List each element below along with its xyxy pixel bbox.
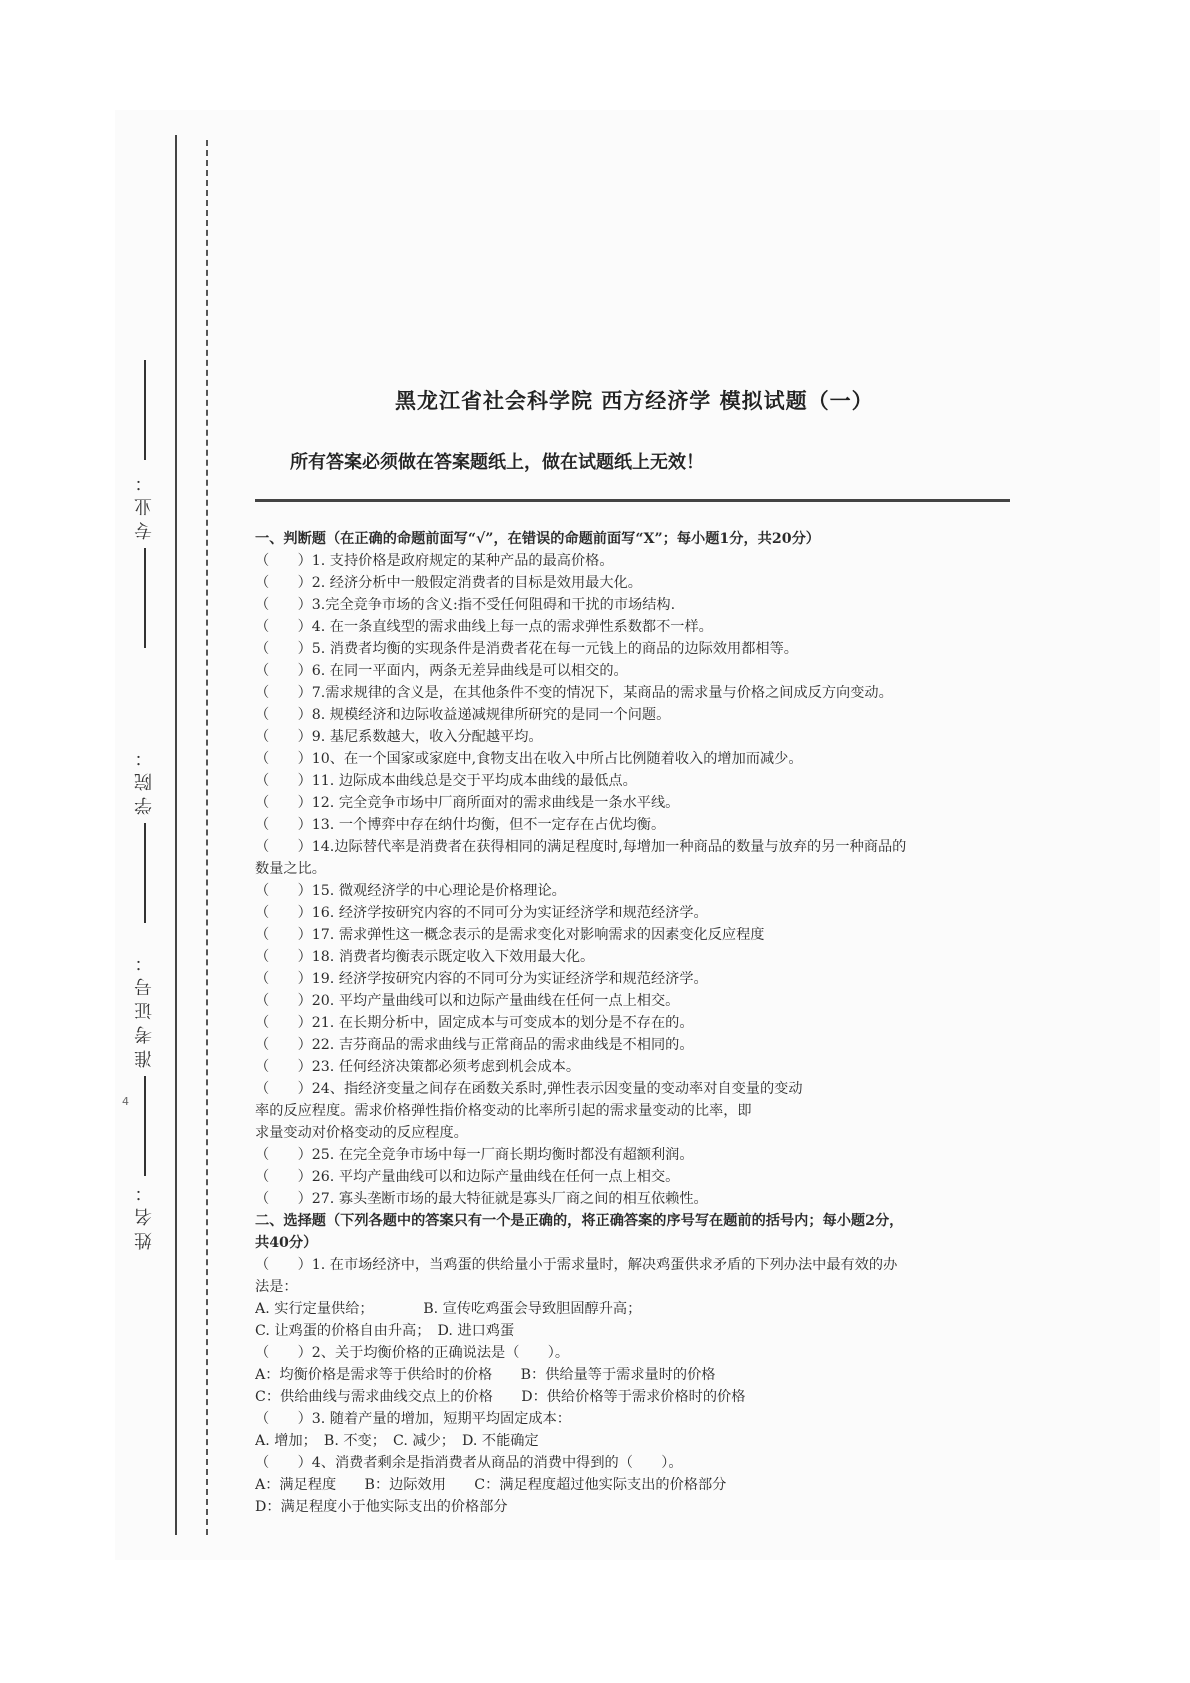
tf-question-9: （ ）9. 基尼系数越大，收入分配越平均。 <box>255 729 543 745</box>
major-label: 专业： <box>134 468 155 540</box>
tf-question-26: （ ）26. 平均产量曲线可以和边际产量曲线在任何一点上相交。 <box>255 1169 680 1185</box>
header-rule <box>255 499 1010 502</box>
major-field <box>125 360 165 648</box>
mc-question-2-options-line2: C：供给曲线与需求曲线交点上的价格 D：供给价格等于需求价格时的价格 <box>255 1389 746 1405</box>
exam-title: 黑龙江省社会科学院 西方经济学 模拟试题（一） <box>395 388 874 413</box>
tf-question-13: （ ）13. 一个博弈中存在纳什均衡，但不一定存在占优均衡。 <box>255 817 666 833</box>
tf-question-27: （ ）27. 寡头垄断市场的最大特征就是寡头厂商之间的相互依赖性。 <box>255 1191 708 1207</box>
mc-question-2-stem: （ ）2、关于均衡价格的正确说法是（ ）。 <box>255 1345 570 1361</box>
tf-question-25: （ ）25. 在完全竞争市场中每一厂商长期均衡时都没有超额利润。 <box>255 1147 694 1163</box>
tf-question-21: （ ）21. 在长期分析中，固定成本与可变成本的划分是不存在的。 <box>255 1015 694 1031</box>
college-blank <box>144 823 146 923</box>
mc-question-2-options-line1: A：均衡价格是需求等于供给时的价格 B：供给量等于需求量时的价格 <box>255 1367 716 1383</box>
tf-question-12: （ ）12. 完全竞争市场中厂商所面对的需求曲线是一条水平线。 <box>255 795 680 811</box>
tf-question-1: （ ）1. 支持价格是政府规定的某种产品的最高价格。 <box>255 553 614 569</box>
mc-question-1-options-line1: A. 实行定量供给； B. 宣传吃鸡蛋会导致胆固醇升高； <box>255 1301 642 1317</box>
tf-question-17: （ ）17. 需求弹性这一概念表示的是需求变化对影响需求的因素变化反应程度 <box>255 927 765 943</box>
name-field <box>125 1170 165 1258</box>
tf-question-23: （ ）23. 任何经济决策都必须考虑到机会成本。 <box>255 1059 581 1075</box>
mc-question-3-options: A. 增加； B. 不变； C. 减少； D. 不能确定 <box>255 1433 539 1449</box>
tf-question-16: （ ）16. 经济学按研究内容的不同可分为实证经济学和规范经济学。 <box>255 905 708 921</box>
binding-solid-line <box>175 135 177 1535</box>
exam-id-label: 准考证号： <box>134 948 155 1068</box>
major-blank <box>144 360 146 460</box>
tf-question-15: （ ）15. 微观经济学的中心理论是价格理论。 <box>255 883 566 899</box>
mc-question-4-stem: （ ）4、消费者剩余是指消费者从商品的消费中得到的（ ）。 <box>255 1455 683 1471</box>
mc-question-4-options-line2: D：满足程度小于他实际支出的价格部分 <box>255 1499 508 1515</box>
tf-question-5: （ ）5. 消费者均衡的实现条件是消费者花在每一元钱上的商品的边际效用都相等。 <box>255 641 798 657</box>
tf-question-18: （ ）18. 消费者均衡表示既定收入下效用最大化。 <box>255 949 595 965</box>
tf-question-14-line2: 数量之比。 <box>255 861 326 877</box>
binding-dashed-line <box>206 140 208 1535</box>
tf-question-8: （ ）8. 规模经济和边际收益递减规律所研究的是同一个问题。 <box>255 707 671 723</box>
tf-question-20: （ ）20. 平均产量曲线可以和边际产量曲线在任何一点上相交。 <box>255 993 680 1009</box>
tf-question-6: （ ）6. 在同一平面内，两条无差异曲线是可以相交的。 <box>255 663 628 679</box>
section2-heading-line2: 共40分） <box>255 1235 318 1251</box>
tf-question-19: （ ）19. 经济学按研究内容的不同可分为实证经济学和规范经济学。 <box>255 971 708 987</box>
mc-question-3-stem: （ ）3. 随着产量的增加，短期平均固定成本： <box>255 1411 571 1427</box>
tf-question-3: （ ）3.完全竞争市场的含义:指不受任何阻碍和干扰的市场结构. <box>255 597 676 613</box>
tf-question-24-line1: （ ）24、指经济变量之间存在函数关系时,弹性表示因变量的变动率对自变量的变动 <box>255 1081 803 1097</box>
tf-question-4: （ ）4. 在一条直线型的需求曲线上每一点的需求弹性系数都不一样。 <box>255 619 713 635</box>
tf-question-7: （ ）7.需求规律的含义是，在其他条件不变的情况下，某商品的需求量与价格之间成反方向变动。 <box>255 685 893 701</box>
college-field <box>125 735 165 923</box>
tf-question-11: （ ）11. 边际成本曲线总是交于平均成本曲线的最低点。 <box>255 773 637 789</box>
exam-id-field <box>125 940 165 1176</box>
mc-question-1-options-line2: C. 让鸡蛋的价格自由升高； D. 进口鸡蛋 <box>255 1323 515 1339</box>
college-label: 学院： <box>134 743 155 815</box>
tf-question-24-line2: 率的反应程度。需求价格弹性指价格变动的比率所引起的需求量变动的比率，即 <box>255 1103 752 1119</box>
mc-question-1-stem-line2: 法是： <box>255 1279 298 1295</box>
exam-content <box>255 528 1015 1518</box>
mc-question-1-stem-line1: （ ）1. 在市场经济中，当鸡蛋的供给量小于需求量时，解决鸡蛋供求矛盾的下列办法中最有效的办 <box>255 1257 898 1273</box>
major-blank-lower <box>144 548 146 648</box>
section1-heading: 一、判断题（在正确的命题前面写“√”，在错误的命题前面写“X”；每小题1分，共20分） <box>255 531 820 547</box>
mc-question-4-options-line1: A：满足程度 B：边际效用 C：满足程度超过他实际支出的价格部分 <box>255 1477 727 1493</box>
tf-question-24-line3: 求量变动对价格变动的反应程度。 <box>255 1125 468 1141</box>
page-marker: 4 <box>122 1095 129 1108</box>
name-label: 姓名： <box>134 1178 155 1250</box>
section2-heading-line1: 二、选择题（下列各题中的答案只有一个是正确的，将正确答案的序号写在题前的括号内；每小题2分， <box>255 1213 904 1229</box>
tf-question-10: （ ）10、在一个国家或家庭中,食物支出在收入中所占比例随着收入的增加而减少。 <box>255 751 803 767</box>
exam-id-blank <box>144 1076 146 1176</box>
answer-notice: 所有答案必须做在答案题纸上，做在试题纸上无效！ <box>290 452 704 473</box>
tf-question-22: （ ）22. 吉芬商品的需求曲线与正常商品的需求曲线是不相同的。 <box>255 1037 694 1053</box>
tf-question-14-line1: （ ）14.边际替代率是消费者在获得相同的满足程度时,每增加一种商品的数量与放弃的另一种商品的 <box>255 839 907 855</box>
tf-question-2: （ ）2. 经济分析中一般假定消费者的目标是效用最大化。 <box>255 575 642 591</box>
